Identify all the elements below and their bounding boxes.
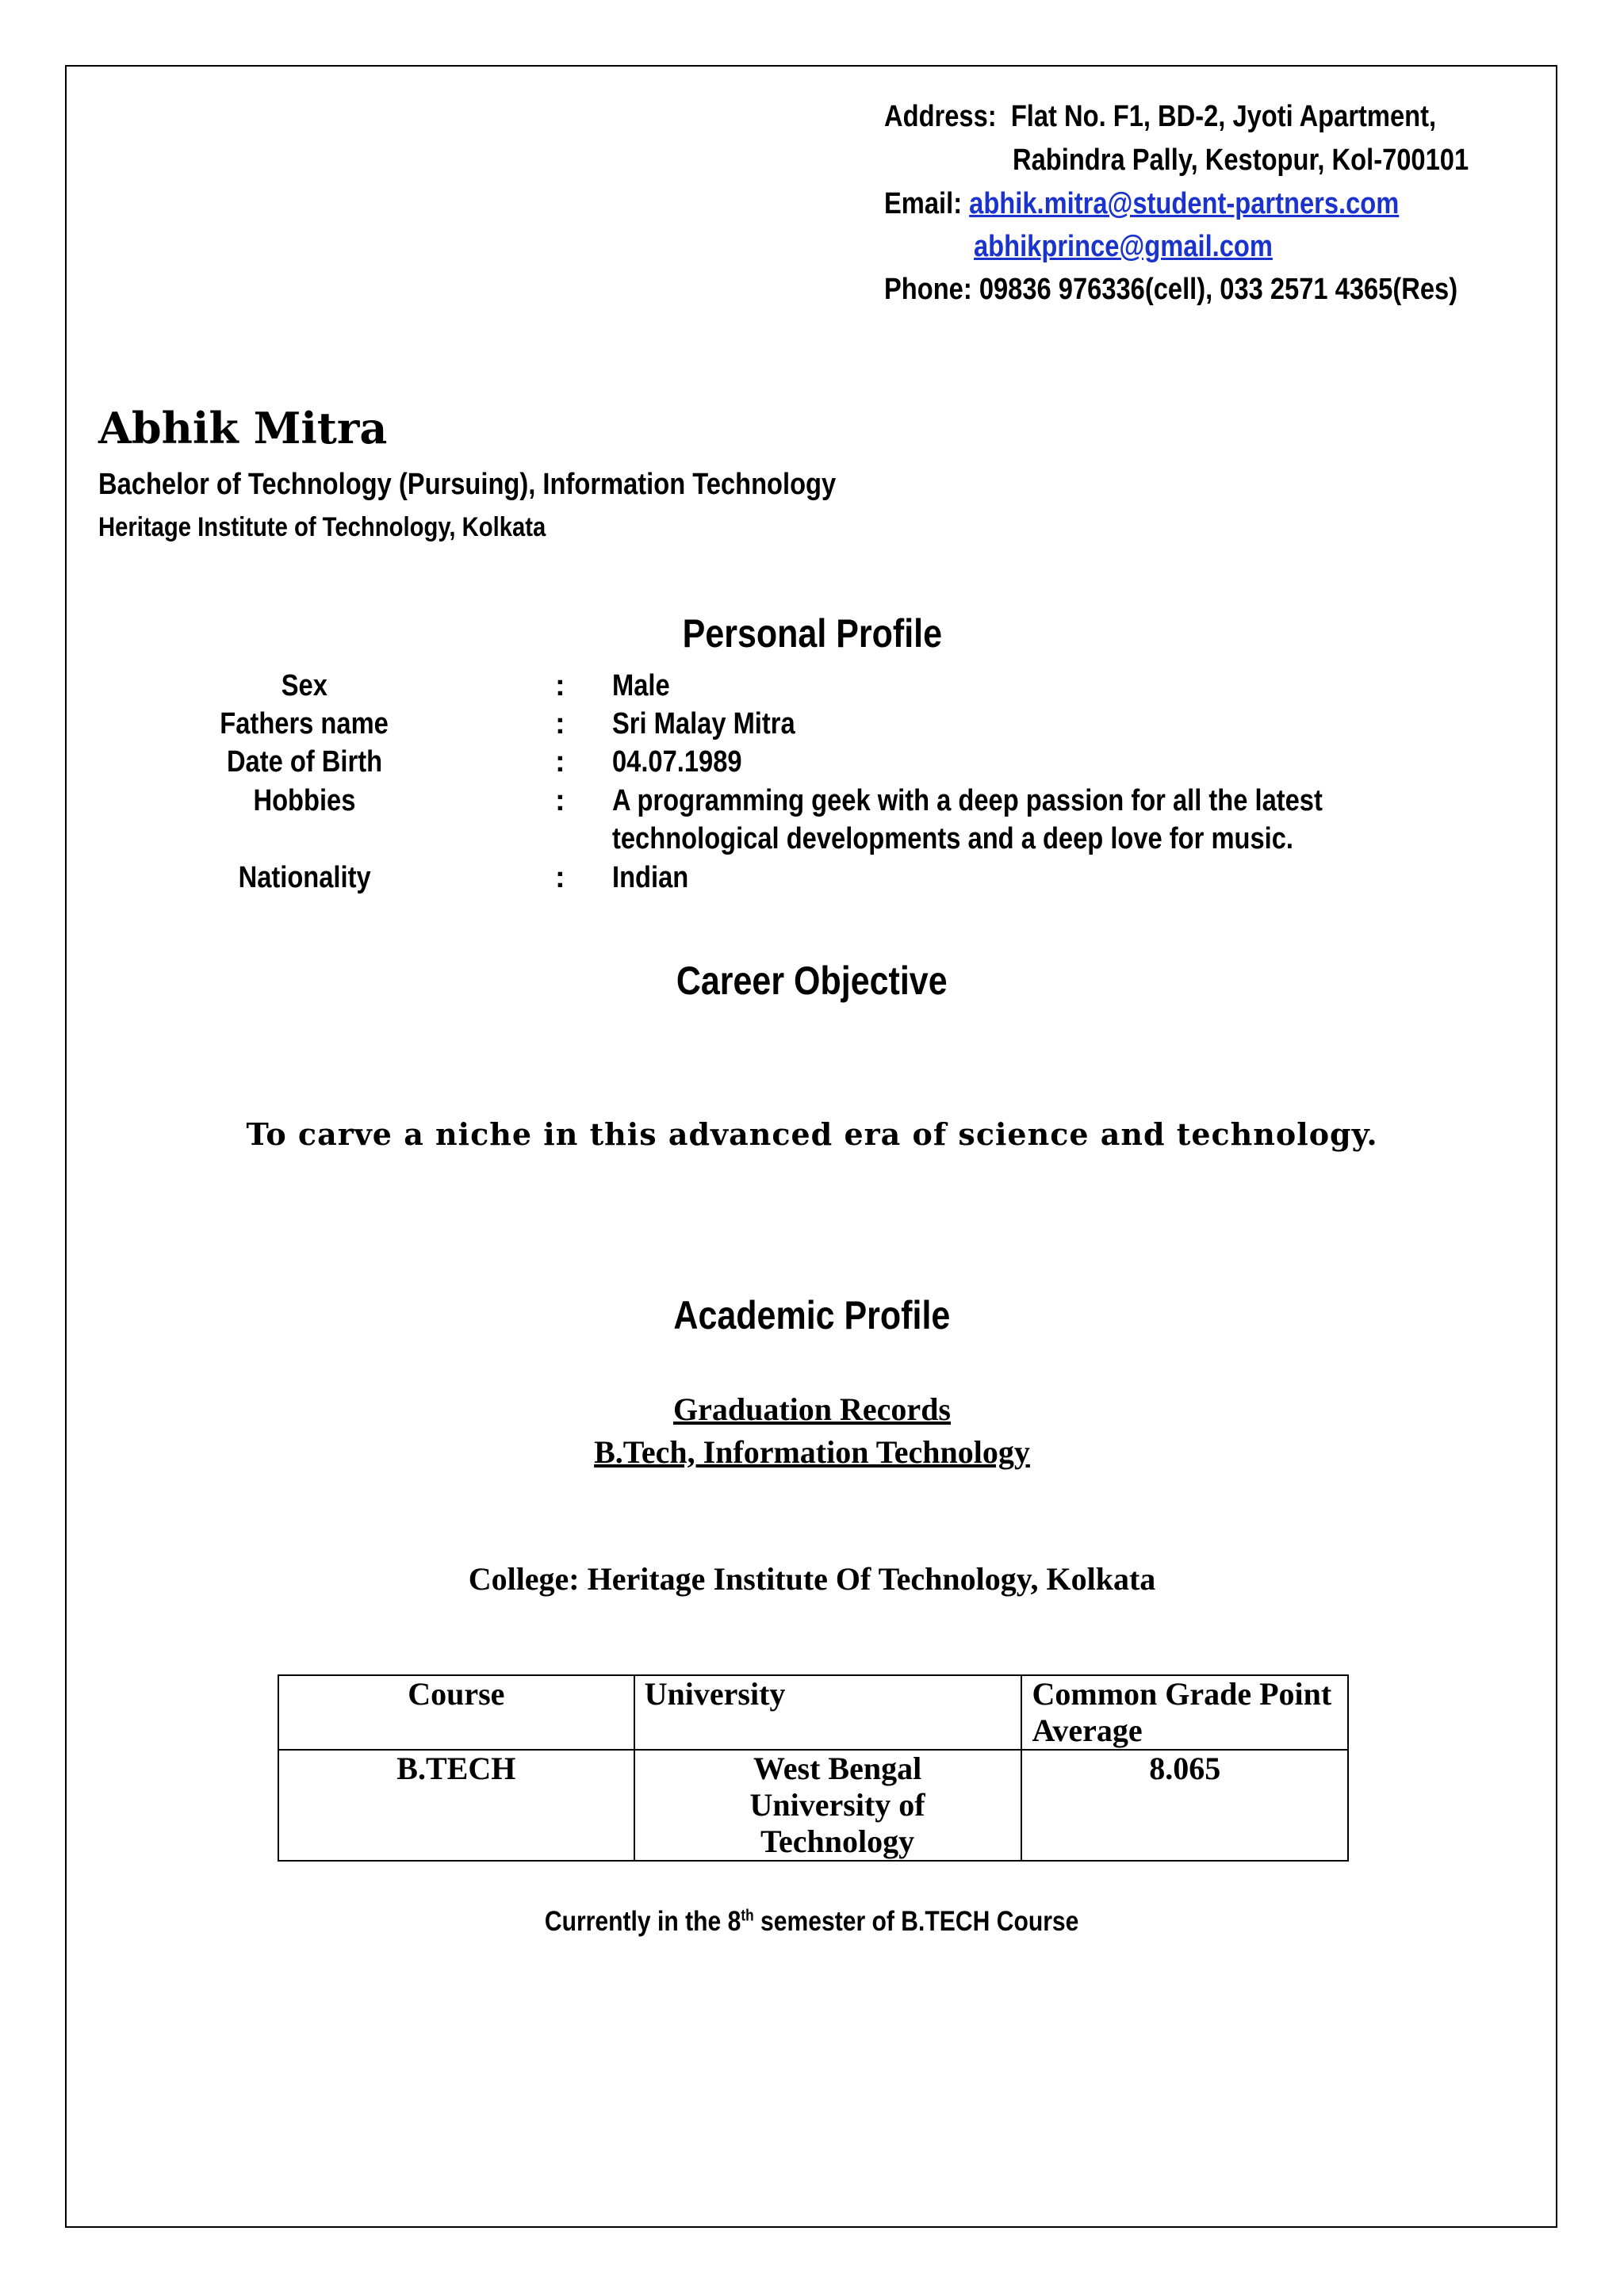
career-objective-heading [0, 958, 1624, 1004]
phone-label: Phone: [884, 273, 972, 306]
table-cell-university: West Bengal University of Technology [634, 1750, 1022, 1861]
semester-note-post: semester of B.TECH Course [753, 1906, 1079, 1937]
address-line-2: Rabindra Pally, Kestopur, Kol-700101 [1013, 144, 1469, 177]
address-value-1: Flat No. F1, BD-2, Jyoti Apartment, [1010, 100, 1437, 133]
candidate-name: Abhik Mitra [98, 403, 388, 453]
email-line-1 [884, 182, 1399, 225]
table-header-course: Course [278, 1675, 634, 1750]
profile-label-sex [106, 669, 503, 703]
phone-value: 09836 976336(cell), 033 2571 4365(Res) [979, 273, 1458, 306]
table-header-university: University [634, 1675, 1022, 1750]
table-header-cgpa: Common Grade Point Average [1021, 1675, 1348, 1750]
profile-colon: : [555, 861, 565, 894]
academic-profile-heading-text: Academic Profile [673, 1293, 951, 1337]
personal-profile-heading-text: Personal Profile [682, 611, 942, 656]
profile-value-hobbies-line-2: technological developments and a deep love for music. [612, 822, 1293, 855]
semester-note-sup: th [741, 1907, 754, 1925]
semester-note [0, 1906, 1624, 1938]
degree-line: Bachelor of Technology (Pursuing), Information Technology [98, 468, 837, 501]
table-cell-course: B.TECH [278, 1750, 634, 1861]
address-line-1 [884, 95, 1436, 138]
course-title [0, 1433, 1624, 1471]
academic-profile-heading [0, 1292, 1624, 1338]
profile-value-nationality: Indian [612, 861, 689, 894]
career-objective-heading-text: Career Objective [676, 959, 948, 1003]
address-label: Address: [884, 100, 997, 133]
profile-colon: : [555, 707, 565, 740]
profile-colon: : [555, 745, 565, 779]
profile-value-sex: Male [612, 669, 670, 702]
graduation-records-title [0, 1391, 1624, 1428]
profile-value-fathers-name: Sri Malay Mitra [612, 707, 795, 740]
semester-note-pre: Currently in the 8 [545, 1906, 741, 1937]
email-line-2 [974, 225, 1273, 268]
profile-label-text: Fathers name [220, 707, 389, 740]
profile-label-text: Sex [281, 669, 328, 702]
email-label: Email: [884, 187, 963, 220]
institute-line: Heritage Institute of Technology, Kolkata [98, 512, 546, 542]
course-title-text: B.Tech, Information Technology [594, 1434, 1030, 1470]
table-row [278, 1750, 1348, 1861]
college-line: College: Heritage Institute Of Technology, Kolkata [468, 1561, 1156, 1597]
career-objective-text: To carve a niche in this advanced era of science and technology. [246, 1116, 1378, 1152]
email-link-secondary[interactable]: abhikprince@gmail.com [974, 230, 1273, 263]
personal-profile-heading [0, 610, 1624, 656]
profile-label-nationality [106, 861, 503, 895]
profile-value-dob: 04.07.1989 [612, 745, 742, 779]
profile-label-hobbies [106, 784, 503, 818]
profile-value-hobbies-line-1: A programming geek with a deep passion for all the latest [612, 784, 1323, 817]
email-link-primary[interactable]: abhik.mitra@student-partners.com [969, 187, 1400, 220]
profile-label-text: Hobbies [253, 784, 356, 817]
table-header-row [278, 1675, 1348, 1750]
phone-line [884, 268, 1457, 311]
graduation-records-title-text: Graduation Records [673, 1391, 951, 1427]
profile-label-dob [106, 745, 503, 779]
table-cell-cgpa: 8.065 [1021, 1750, 1348, 1861]
profile-label-text: Date of Birth [226, 745, 383, 779]
grades-table [278, 1674, 1349, 1862]
profile-colon: : [555, 669, 565, 702]
profile-colon: : [555, 784, 565, 817]
profile-label-fathers-name [106, 707, 503, 741]
profile-label-text: Nationality [238, 861, 371, 894]
